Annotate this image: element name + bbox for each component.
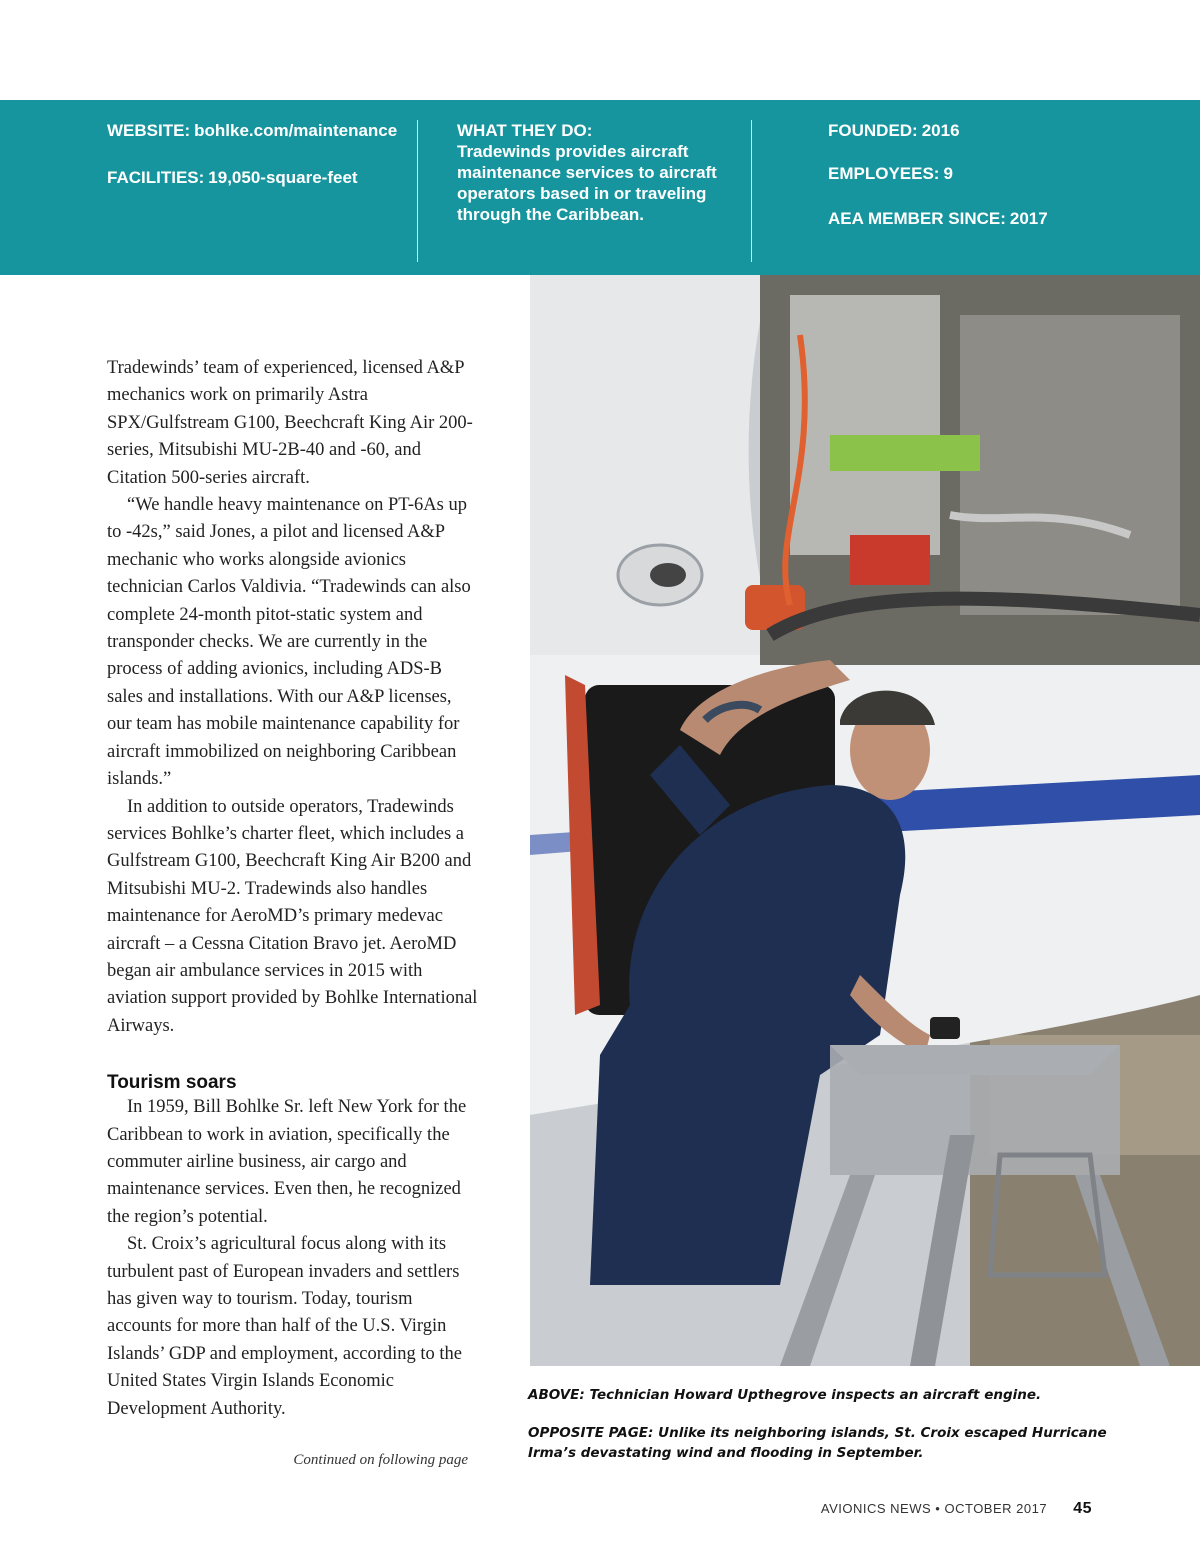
banner-column-website xyxy=(107,120,397,188)
publication-name: AVIONICS NEWS xyxy=(820,1501,932,1516)
founded-value: 2016 xyxy=(921,121,960,140)
website-row xyxy=(107,120,397,141)
paragraph: In addition to outside operators, Tradewinds services Bohlke’s charter fleet, which includes a Gulfstream G100, Beechcraft King Air B200 and Mitsubishi MU-2. Tradewinds also handles maintenance for AeroMD’s primary medevac aircraft – a Cessna Citation Bravo jet. AeroMD began air ambulance services in 2015 with aviation support provided by Bohlke International Airways. xyxy=(107,796,478,1036)
photo-caption xyxy=(528,1385,1148,1463)
facilities-row xyxy=(107,167,397,188)
technician-photo xyxy=(530,275,1200,1366)
section-heading: Tourism soars xyxy=(107,1072,237,1094)
banner-column-facts xyxy=(828,120,1048,229)
page-number: 45 xyxy=(1073,1500,1092,1517)
what-label: WHAT THEY DO: xyxy=(457,121,593,140)
banner-divider xyxy=(417,120,418,262)
employees-label: EMPLOYEES: xyxy=(828,164,940,183)
paragraph: “We handle heavy maintenance on PT-6As up to -42s,” said Jones, a pilot and licensed A&P mechanic who works alongside avionics technician Carlos Valdivia. “Tradewinds can also complete 24-month pitot-static system and transponder checks. We are currently in the process of adding avionics, including ADS-B sales and installations. With our A&P licenses, our team has mobile maintenance capability for aircraft immobilized on neighboring Caribbean islands.” xyxy=(107,495,471,790)
website-label: WEBSITE: xyxy=(107,121,191,140)
issue-date: OCTOBER 2017 xyxy=(944,1501,1048,1516)
article-body xyxy=(107,355,479,1423)
founded-row xyxy=(828,120,1048,141)
continued-note: Continued on following page xyxy=(293,1452,468,1468)
website-value[interactable]: bohlke.com/maintenance xyxy=(194,121,398,140)
paragraph: St. Croix’s agricultural focus along with its turbulent past of European invaders and settlers has given way to tourism. Today, tourism accounts for more than half of the U.S. Virgin Islands’ GDP and employment, according to the United States Virgin Islands Economic Development Authority. xyxy=(107,1234,463,1419)
page-footer xyxy=(821,1500,1092,1518)
what-value: Tradewinds provides aircraft maintenance services to aircraft operators based in or traveling through the Caribbean. xyxy=(457,142,717,224)
facilities-label: FACILITIES: xyxy=(107,168,205,187)
caption-above: ABOVE: Technician Howard Upthegrove inspects an aircraft engine. xyxy=(528,1387,1042,1403)
info-banner xyxy=(0,100,1200,275)
facilities-value: 19,050-square-feet xyxy=(208,168,358,187)
paragraph: Tradewinds’ team of experienced, licensed A&P mechanics work on primarily Astra SPX/Gulfstream G100, Beechcraft King Air 200-series, Mitsubishi MU-2B-40 and -60, and Citation 500-series aircraft. xyxy=(107,358,473,488)
footer-bullet: • xyxy=(935,1501,941,1516)
founded-label: FOUNDED: xyxy=(828,121,918,140)
employees-value: 9 xyxy=(943,164,953,183)
member-row xyxy=(828,208,1048,229)
banner-column-what xyxy=(457,120,742,225)
employees-row xyxy=(828,163,1048,184)
photo-illustration xyxy=(530,275,1200,1366)
member-label: AEA MEMBER SINCE: xyxy=(828,209,1006,228)
member-value: 2017 xyxy=(1009,209,1048,228)
caption-opposite: OPPOSITE PAGE: Unlike its neighboring islands, St. Croix escaped Hurricane Irma’s devastating wind and flooding in September. xyxy=(528,1425,1107,1461)
banner-divider xyxy=(751,120,752,262)
paragraph: In 1959, Bill Bohlke Sr. left New York for the Caribbean to work in aviation, specifically the commuter airline business, air cargo and maintenance services. Even then, he recognized the region’s potential. xyxy=(107,1097,467,1227)
